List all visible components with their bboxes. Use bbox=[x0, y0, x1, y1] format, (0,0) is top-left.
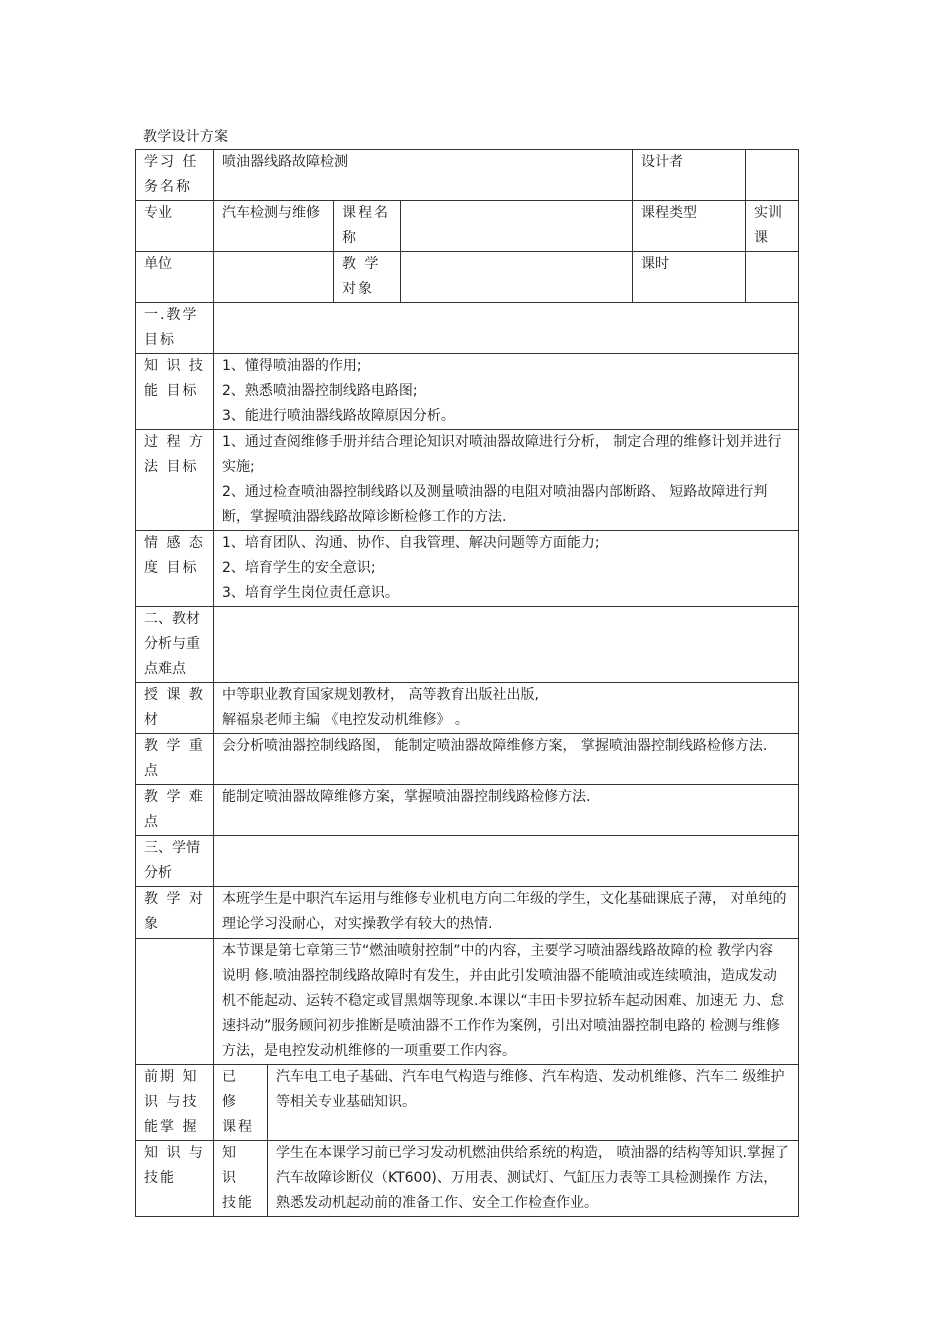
empty-cell bbox=[214, 607, 799, 683]
emotion-goal-content bbox=[214, 531, 799, 607]
designer-label: 设计者 bbox=[633, 150, 746, 201]
major-value: 汽车检测与维修 bbox=[214, 201, 334, 252]
list-item: 2、通过检查喷油器控制线路以及测量喷油器的电阻对喷油器内部断路、 短路故障进行判断，掌握喷油器线路故障诊断检修工作的方法. bbox=[222, 484, 768, 525]
table-row bbox=[136, 939, 799, 1065]
table-row bbox=[136, 1065, 799, 1141]
students-label: 教 学 对 象 bbox=[136, 887, 214, 939]
section-heading-learner: 三、学情分析 bbox=[136, 836, 214, 887]
table-row bbox=[136, 201, 799, 252]
course-type-value: 实训课 bbox=[746, 201, 799, 252]
major-label: 专业 bbox=[136, 201, 214, 252]
hours-label: 课时 bbox=[633, 252, 746, 303]
list-item: 2、熟悉喷油器控制线路电路图; bbox=[222, 383, 418, 399]
table-row bbox=[136, 683, 799, 734]
key-point-content: 会分析喷油器控制线路图， 能制定喷油器故障维修方案， 掌握喷油器控制线路检修方法. bbox=[214, 734, 799, 785]
content-label bbox=[136, 939, 214, 1065]
designer-value bbox=[746, 150, 799, 201]
knowledge-goal-label: 知 识 技 能 目标 bbox=[136, 354, 214, 430]
difficulty-label: 教 学 难 点 bbox=[136, 785, 214, 836]
task-name-value: 喷油器线路故障检测 bbox=[214, 150, 633, 201]
list-item: 1、培育团队、沟通、协作、自我管理、解决问题等方面能力; bbox=[222, 535, 600, 551]
empty-cell bbox=[214, 303, 799, 354]
course-name-value bbox=[401, 201, 633, 252]
empty-cell bbox=[214, 836, 799, 887]
table-row bbox=[136, 607, 799, 683]
textbook-label: 授 课 教 材 bbox=[136, 683, 214, 734]
content-description: 本节课是第七章第三节“燃油喷射控制”中的内容，主要学习喷油器线路故障的检 教学内容 说明 修.喷油器控制线路故障时有发生，并由此引发喷油器不能喷油或连续喷油，造成发动 机不能起动、运转不稳定或冒黑烟等现象.本课以“丰田卡罗拉轿车起动困难、加速无 力、怠速抖动”服务顾问初步推断是喷油器不工作作为案例，引出对喷油器控制电路的 检测与维修方法，是电控发动机维修的一项重要工作内容。 bbox=[214, 939, 799, 1065]
students-content: 本班学生是中职汽车运用与维修专业机电方向二年级的学生，文化基础课底子薄， 对单纯的理论学习没耐心，对实操教学有较大的热情. bbox=[214, 887, 799, 939]
course-type-label: 课程类型 bbox=[633, 201, 746, 252]
difficulty-content: 能制定喷油器故障维修方案，掌握喷油器控制线路检修方法. bbox=[214, 785, 799, 836]
table-row bbox=[136, 430, 799, 531]
task-name-label: 学习 任 务名称 bbox=[136, 150, 214, 201]
list-item: 解福泉老师主编 《电控发动机维修》 。 bbox=[222, 712, 469, 728]
table-row bbox=[136, 354, 799, 430]
course-name-label: 课程名称 bbox=[334, 201, 401, 252]
emotion-goal-label: 情 感 态 度 目标 bbox=[136, 531, 214, 607]
lesson-plan-table bbox=[135, 149, 799, 1217]
process-goal-label: 过 程 方 法 目标 bbox=[136, 430, 214, 531]
section-heading-goals: 一.教学目标 bbox=[136, 303, 214, 354]
section-heading-material: 二、教材分析与重点难点 bbox=[136, 607, 214, 683]
list-item: 1、懂得喷油器的作用; bbox=[222, 358, 362, 374]
list-item: 3、培育学生岗位责任意识。 bbox=[222, 585, 399, 601]
list-item: 3、能进行喷油器线路故障原因分析。 bbox=[222, 408, 455, 424]
textbook-content bbox=[214, 683, 799, 734]
table-row bbox=[136, 887, 799, 939]
knowledge-goal-content bbox=[214, 354, 799, 430]
table-row bbox=[136, 531, 799, 607]
hours-value bbox=[746, 252, 799, 303]
table-row bbox=[136, 785, 799, 836]
knowledge-skill-content: 学生在本课学习前已学习发动机燃油供给系统的构造， 喷油器的结构等知识.掌握了汽车故障诊断仪（KT600)、万用表、测试灯、气缸压力表等工具检测操作 方法，熟悉发动机起动前的准备工作、安全工作检查作业。 bbox=[268, 1141, 799, 1217]
knowledge-skill-label: 知 识 与 技能 bbox=[136, 1141, 214, 1217]
table-row bbox=[136, 150, 799, 201]
table-row bbox=[136, 252, 799, 303]
audience-label: 教 学 对象 bbox=[334, 252, 401, 303]
table-row bbox=[136, 734, 799, 785]
knowledge-skill-sublabel: 知 识 技能 bbox=[214, 1141, 268, 1217]
list-item: 中等职业教育国家规划教材， 高等教育出版社出版, bbox=[222, 687, 539, 703]
table-row bbox=[136, 303, 799, 354]
process-goal-content bbox=[214, 430, 799, 531]
page-title: 教学设计方案 bbox=[143, 129, 229, 145]
key-point-label: 教 学 重 点 bbox=[136, 734, 214, 785]
table-row bbox=[136, 1141, 799, 1217]
table-row bbox=[136, 836, 799, 887]
unit-value bbox=[214, 252, 334, 303]
list-item: 2、培育学生的安全意识; bbox=[222, 560, 376, 576]
completed-courses-label: 已 修 课程 bbox=[214, 1065, 268, 1141]
prior-knowledge-label: 前期 知 识 与技能掌 握 bbox=[136, 1065, 214, 1141]
unit-label: 单位 bbox=[136, 252, 214, 303]
list-item: 1、通过查阅维修手册并结合理论知识对喷油器故障进行分析， 制定合理的维修计划并进行实施; bbox=[222, 434, 782, 475]
completed-courses-content: 汽车电工电子基础、汽车电气构造与维修、汽车构造、发动机维修、汽车二 级维护等相关专业基础知识。 bbox=[268, 1065, 799, 1141]
audience-value bbox=[401, 252, 633, 303]
